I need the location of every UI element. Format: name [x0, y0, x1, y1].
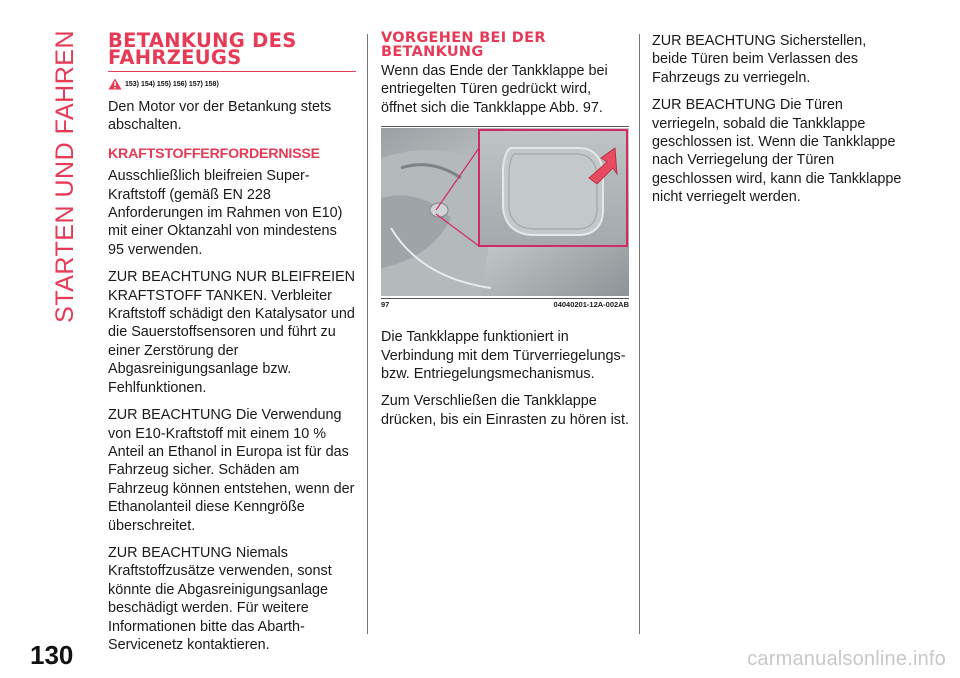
paragraph: Den Motor vor der Betankung stets abschalten.: [108, 99, 332, 134]
column-divider: [639, 34, 640, 634]
paragraph: ZUR BEACHTUNG NUR BLEIFREIEN KRAFTSTOFF TANKEN. Verbleiter Kraftstoff schädigt den Katalysator und die Sauerstoffsensoren und führt zu einer Zerstörung der Abgasreinigungsanlage bzw. Fehlfunktionen.: [108, 269, 356, 396]
paragraph: Wenn das Ende der Tankklappe bei entriegelten Türen gedrückt wird, öffnet sich die Tankklappe Abb. 97.: [381, 63, 608, 116]
section-side-title: STARTEN UND FAHREN: [51, 30, 79, 323]
paragraph: Ausschließlich bleifreien Super-Kraftstoff (gemäß EN 228 Anforderungen im Rahmen von E10) mit einer Oktanzahl von mindestens 95 verwenden.: [108, 168, 343, 258]
paragraph: ZUR BEACHTUNG Die Verwendung von E10-Kraftstoff mit einem 10 % Anteil an Ethanol in Europa ist für das Fahrzeug sicher. Schäden am Fahrzeug können entstehen, wenn der Ethanolanteil diese Kenngröße überschreitet.: [108, 407, 355, 534]
page-number: 130: [30, 640, 74, 670]
paragraph: ZUR BEACHTUNG Sicherstellen, beide Türen beim Verlassen des Fahrzeugs zu verriegeln.: [652, 33, 867, 86]
subheading: KRAFTSTOFFERFORDERNISSE: [108, 145, 320, 162]
fuel-door-illustration: [381, 128, 629, 296]
section-heading: BETANKUNG DES FAHRZEUGS: [108, 29, 297, 69]
warning-refs-text: 153) 154) 155) 156) 157) 158): [125, 80, 219, 88]
heading-rule: [108, 71, 356, 72]
figure-code: 04040201-12A-002AB: [553, 300, 629, 310]
paragraph: Die Tankklappe funktioniert in Verbindung mit dem Türverriegelungs- bzw. Entriegelungsmechanismus.: [381, 329, 626, 383]
figure-97: [381, 126, 629, 314]
watermark: carmanualsonline.info: [747, 648, 946, 670]
paragraph: ZUR BEACHTUNG Niemals Kraftstoffzusätze verwenden, sonst könnte die Abgasreinigungsanlage beschädigt werden. Für weitere Informationen bitte das Abarth-Servicenetz kontaktieren.: [108, 544, 332, 653]
column-1: [108, 29, 356, 663]
figure-number: 97: [381, 300, 390, 310]
column-2: [381, 32, 629, 438]
warning-triangle-icon: [108, 78, 122, 90]
column-3: [652, 32, 904, 216]
figure-caption: [381, 299, 629, 314]
paragraph: ZUR BEACHTUNG Die Türen verriegeln, sobald die Tankklappe geschlossen ist. Wenn die Tankklappe nach Verriegelung der Türen geschlossen wird, kann die Tankklappe nicht verriegelt werden.: [652, 97, 902, 206]
section-heading: VORGEHEN BEI DER BETANKUNG: [381, 30, 546, 60]
warning-references: [108, 78, 356, 90]
paragraph: Zum Verschließen die Tankklappe drücken, bis ein Einrasten zu hören ist.: [381, 393, 629, 428]
column-divider: [367, 34, 368, 634]
